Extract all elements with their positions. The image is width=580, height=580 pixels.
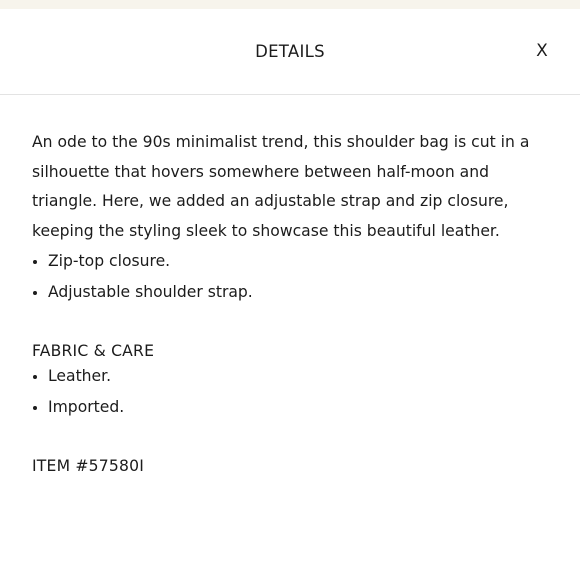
list-item (32, 361, 558, 392)
close-button[interactable] (532, 39, 552, 63)
top-strip (0, 0, 580, 9)
product-description: An ode to the 90s minimalist trend, this shoulder bag is cut in a silhouette that hovers somewhere between half-moon and triangle. Here, we added an adjustable strap and zip closure, keeping the styling sleek to showcase this beautiful leather. (32, 133, 530, 240)
fabric-care-list (32, 361, 558, 423)
close-icon: X (536, 41, 548, 61)
list-item (32, 392, 558, 423)
item-number: ITEM #57580I (32, 457, 145, 475)
list-item (32, 277, 558, 308)
bullet-icon (33, 260, 37, 264)
feature-text: Zip-top closure. (48, 252, 171, 270)
details-content (32, 128, 558, 476)
care-text: Leather. (48, 367, 112, 385)
bullet-icon (33, 406, 37, 410)
details-header (0, 9, 580, 95)
care-text: Imported. (48, 398, 125, 416)
list-item (32, 246, 558, 277)
bullet-icon (33, 375, 37, 379)
bullet-icon (33, 291, 37, 295)
feature-list (32, 246, 558, 308)
page-title: DETAILS (255, 42, 325, 61)
feature-text: Adjustable shoulder strap. (48, 283, 253, 301)
fabric-care-heading: FABRIC & CARE (32, 342, 155, 360)
